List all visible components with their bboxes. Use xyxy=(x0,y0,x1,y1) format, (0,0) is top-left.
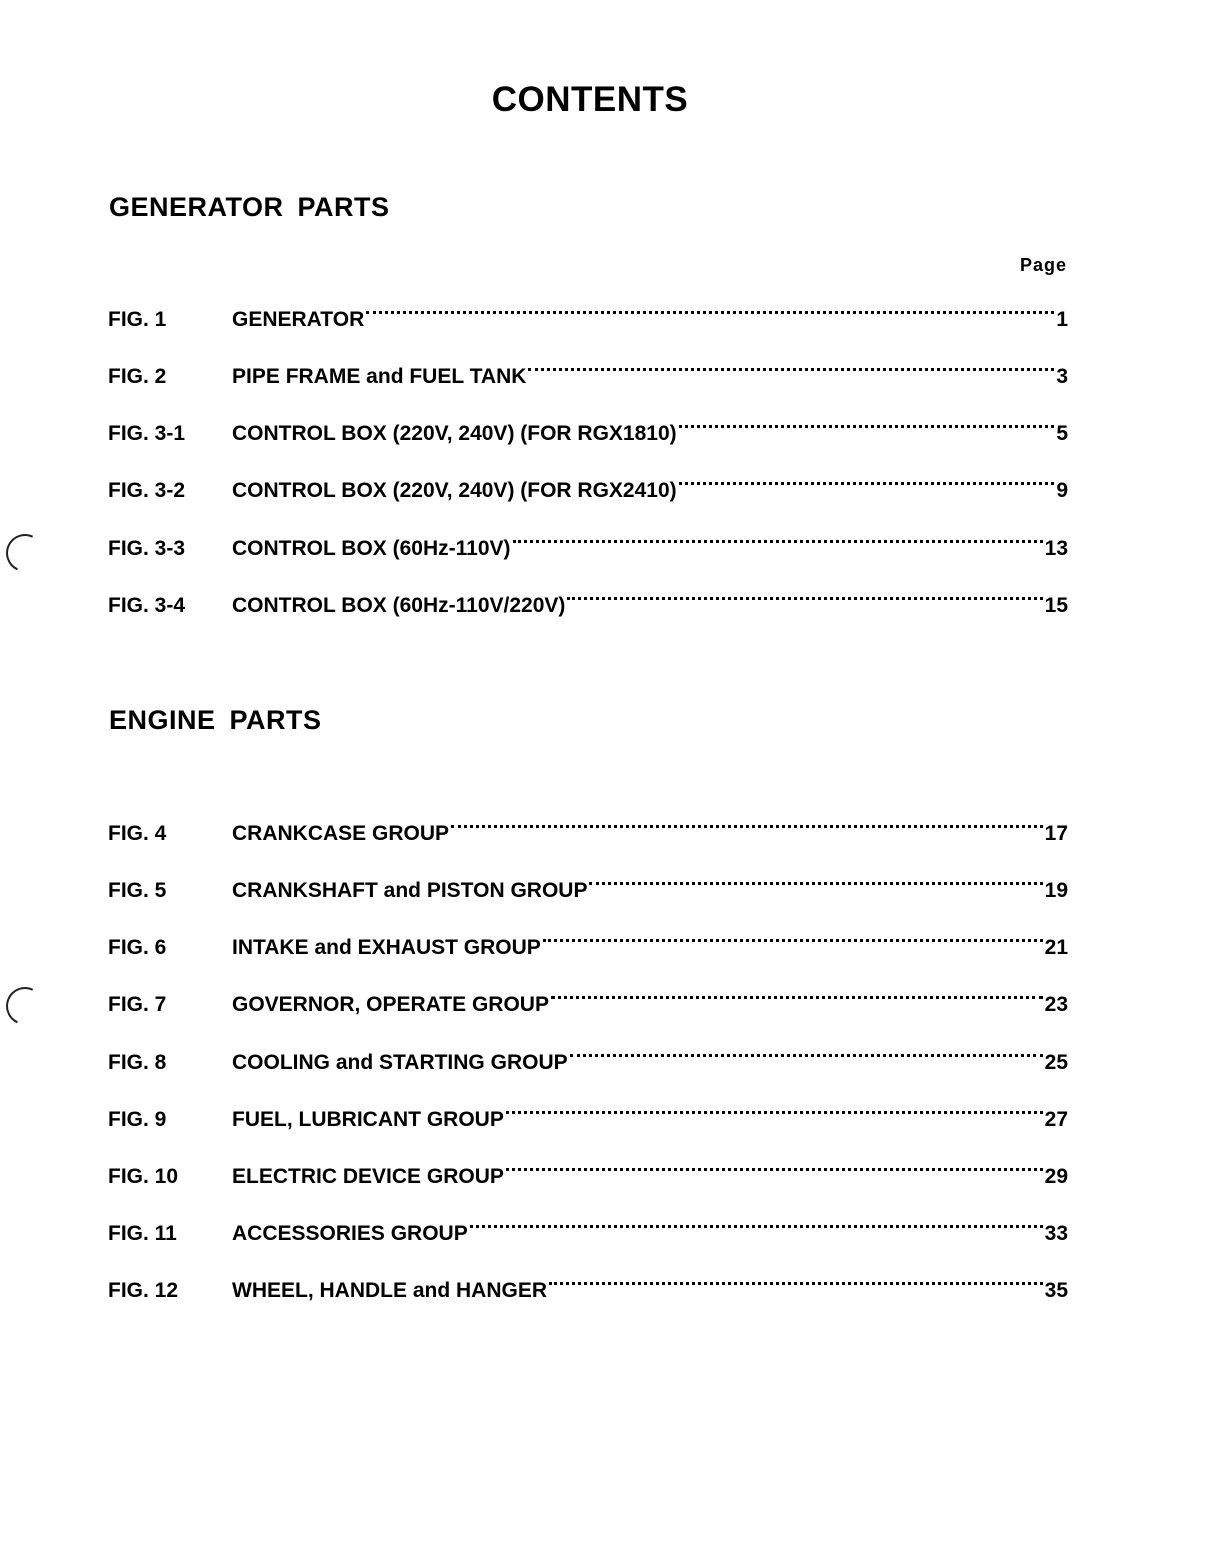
toc-entry-title: CRANKSHAFT and PISTON GROUP xyxy=(232,879,588,902)
toc-entry[interactable] xyxy=(108,422,1068,452)
toc-fig-number: FIG. 4 xyxy=(108,822,167,845)
toc-entry-title: CRANKCASE GROUP xyxy=(232,822,450,845)
toc-page-number: 29 xyxy=(1044,1165,1068,1188)
toc-entry[interactable] xyxy=(108,1279,1068,1309)
toc-page-number: 9 xyxy=(1056,479,1068,502)
toc-entry[interactable] xyxy=(108,822,1068,852)
dot-leader xyxy=(506,1168,1043,1171)
toc-fig-number: FIG. 6 xyxy=(108,936,167,959)
toc-fig-number: FIG. 9 xyxy=(108,1108,167,1131)
dot-leader xyxy=(470,1225,1043,1228)
toc-page-number: 25 xyxy=(1044,1051,1068,1074)
toc-page-number: 3 xyxy=(1056,365,1068,388)
page-column-label: Page xyxy=(1019,255,1067,275)
dot-leader xyxy=(543,939,1043,942)
toc-page-number: 33 xyxy=(1044,1222,1068,1245)
dot-leader xyxy=(570,1054,1043,1057)
toc-fig-number: FIG. 1 xyxy=(108,308,167,331)
toc-page-number: 13 xyxy=(1044,537,1068,560)
toc-entry[interactable] xyxy=(108,1222,1068,1252)
toc-fig-number: FIG. 8 xyxy=(108,1051,167,1074)
toc-entry[interactable] xyxy=(108,936,1068,966)
toc-entry[interactable] xyxy=(108,479,1068,509)
toc-entry[interactable] xyxy=(108,594,1068,624)
section-heading-generator: GENERATOR PARTS xyxy=(109,192,390,222)
toc-entry-title: ELECTRIC DEVICE GROUP xyxy=(232,1165,504,1188)
toc-entry-title: PIPE FRAME and FUEL TANK xyxy=(232,365,527,388)
toc-fig-number: FIG. 10 xyxy=(108,1165,179,1188)
toc-entry[interactable] xyxy=(108,365,1068,395)
dot-leader xyxy=(549,1282,1043,1285)
binder-hole-mark-bottom xyxy=(1,982,50,1031)
dot-leader xyxy=(513,540,1043,543)
toc-entry-title: CONTROL BOX (60Hz-110V/220V) xyxy=(232,594,566,617)
toc-fig-number: FIG. 3-1 xyxy=(108,422,186,445)
dot-leader xyxy=(451,825,1043,828)
toc-page-number: 27 xyxy=(1044,1108,1068,1131)
toc-entry-title: CONTROL BOX (60Hz-110V) xyxy=(232,537,511,560)
toc-fig-number: FIG. 11 xyxy=(108,1222,177,1245)
dot-leader xyxy=(506,1111,1043,1114)
toc-entry-title: WHEEL, HANDLE and HANGER xyxy=(232,1279,547,1302)
toc-fig-number: FIG. 2 xyxy=(108,365,167,388)
section-heading-engine: ENGINE PARTS xyxy=(109,705,322,735)
page-title: CONTENTS xyxy=(491,80,689,119)
toc-page-number: 15 xyxy=(1044,594,1068,617)
toc-entry-title: GOVERNOR, OPERATE GROUP xyxy=(232,993,549,1016)
toc-fig-number: FIG. 12 xyxy=(108,1279,179,1302)
dot-leader xyxy=(366,311,1054,314)
toc-entry-title: INTAKE and EXHAUST GROUP xyxy=(232,936,541,959)
toc-entry[interactable] xyxy=(108,993,1068,1023)
dot-leader xyxy=(528,368,1054,371)
toc-entry[interactable] xyxy=(108,1051,1068,1081)
toc-entry[interactable] xyxy=(108,308,1068,338)
toc-page-number: 23 xyxy=(1044,993,1068,1016)
toc-entry-title: CONTROL BOX (220V, 240V) (FOR RGX1810) xyxy=(232,422,677,445)
toc-entry-title: CONTROL BOX (220V, 240V) (FOR RGX2410) xyxy=(232,479,677,502)
toc-page-number: 35 xyxy=(1044,1279,1068,1302)
toc-fig-number: FIG. 3-2 xyxy=(108,479,186,502)
toc-page-number: 1 xyxy=(1056,308,1068,331)
toc-entry[interactable] xyxy=(108,1108,1068,1138)
toc-entry-title: GENERATOR xyxy=(232,308,365,331)
toc-fig-number: FIG. 7 xyxy=(108,993,167,1016)
toc-entry-title: COOLING and STARTING GROUP xyxy=(232,1051,568,1074)
dot-leader xyxy=(679,482,1055,485)
dot-leader xyxy=(551,996,1043,999)
toc-entry[interactable] xyxy=(108,537,1068,567)
toc-page-number: 21 xyxy=(1044,936,1068,959)
binder-hole-mark-top xyxy=(1,529,50,578)
toc-entry-title: FUEL, LUBRICANT GROUP xyxy=(232,1108,504,1131)
toc-fig-number: FIG. 3-3 xyxy=(108,537,186,560)
toc-fig-number: FIG. 3-4 xyxy=(108,594,186,617)
toc-page-number: 19 xyxy=(1044,879,1068,902)
toc-page-number: 17 xyxy=(1044,822,1068,845)
dot-leader xyxy=(567,597,1042,600)
dot-leader xyxy=(589,882,1042,885)
toc-entry[interactable] xyxy=(108,1165,1068,1195)
toc-page-number: 5 xyxy=(1056,422,1068,445)
toc-entry[interactable] xyxy=(108,879,1068,909)
toc-entry-title: ACCESSORIES GROUP xyxy=(232,1222,468,1245)
dot-leader xyxy=(679,425,1055,428)
toc-fig-number: FIG. 5 xyxy=(108,879,167,902)
